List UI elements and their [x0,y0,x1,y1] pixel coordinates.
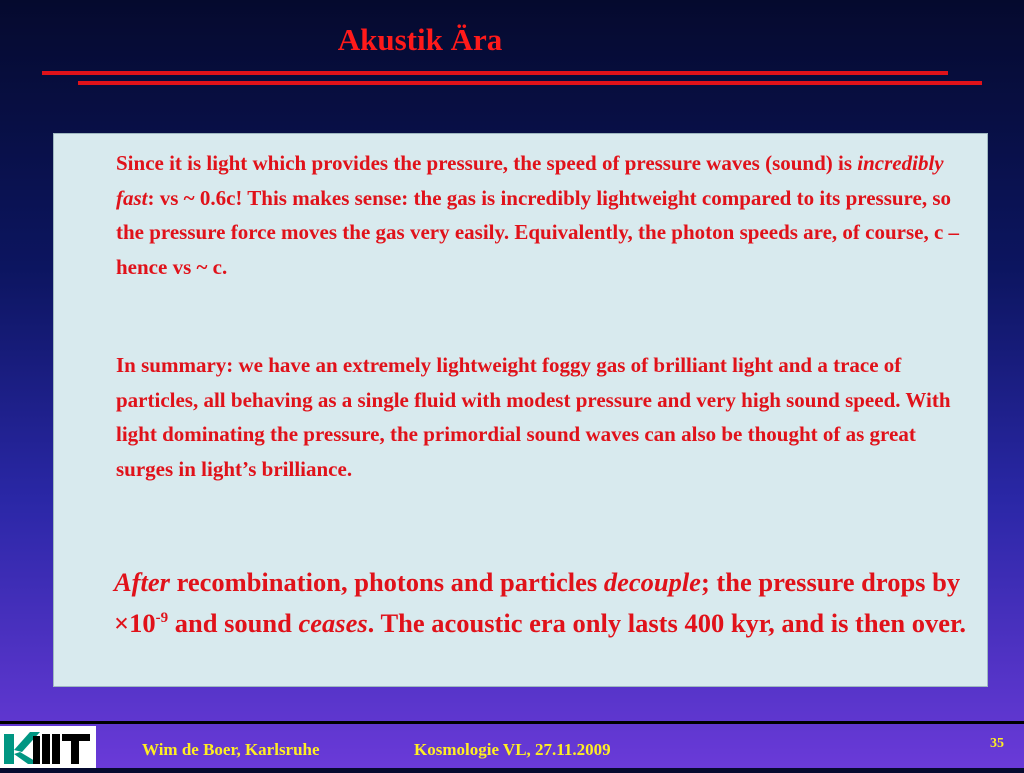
title-divider-top [42,71,948,75]
paragraph-text: and sound [168,608,299,638]
title-divider-bottom [78,81,982,85]
paragraph-text: : vs ~ 0.6c! This makes sense: the gas is incredibly lightweight compared to its pressure, so the pressure force moves the gas very easily. Equivalently, the photon speeds are, of course, c – hence vs ~ c. [116,185,960,279]
paragraph-text: ; the pressure drops by ×10 [114,567,961,638]
kit-logo [0,726,96,768]
page-number: 35 [990,736,1004,751]
content-panel [53,133,988,687]
paragraph-text: recombination, photons and particles [169,567,604,597]
paragraph-sound-speed [116,146,974,284]
emphasis-text: After [114,567,170,597]
footer-author: Wim de Boer, Karlsruhe [142,740,320,759]
footer-course: Kosmologie VL, 27.11.2009 [414,740,611,759]
emphasis-text: ceases [298,608,368,638]
paragraph-text: . The acoustic era only lasts 400 kyr, and is then over. [367,608,966,638]
emphasis-text: decouple [603,567,701,597]
paragraph-summary: In summary: we have an extremely lightweight foggy gas of brilliant light and a trace of particles, all behaving as a single fluid with modest pressure and very high sound speed. With light dominating the pressure, the primordial sound waves can also be thought of as great surges in light’s brilliance. [116,353,951,481]
footer-divider [0,721,1024,724]
kit-logo-icon [0,726,96,768]
paragraph-recombination [114,562,984,644]
exponent: -9 [155,610,169,627]
emphasis-text: incredibly fast [116,151,944,210]
slide-title: Akustik Ära [337,22,503,57]
paragraph-text: Since it is light which provides the pressure, the speed of pressure waves (sound) is [116,151,858,175]
